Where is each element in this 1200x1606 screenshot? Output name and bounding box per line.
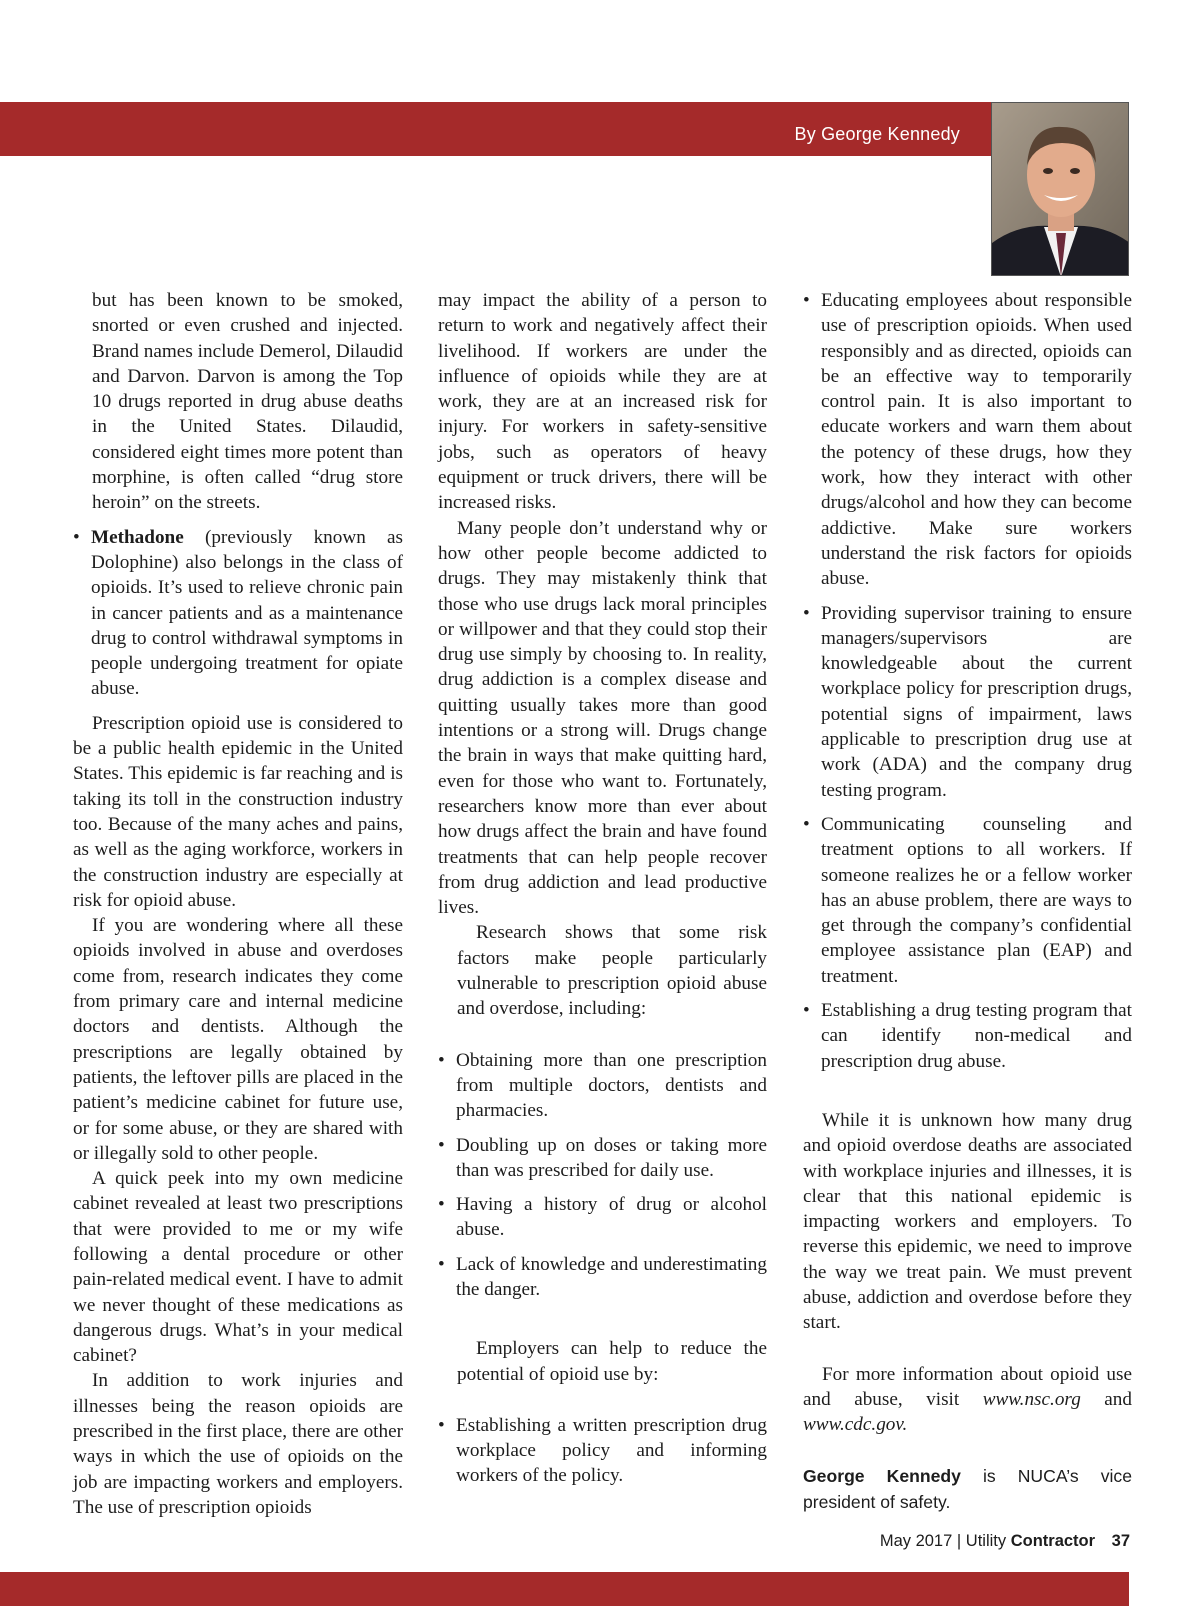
paragraph: Prescription opioid use is considered to be a public health epidemic in the United States. This epidemic is far reaching and is taking its toll in the construction industry too. Because of the many aches and pains, as well as the aging workforce, workers in the construction industry are especially at risk for opioid abuse.	[73, 712, 403, 911]
author-name: George Kennedy	[803, 1466, 961, 1487]
list-item: • Lack of knowledge and underestimating the danger.	[438, 1252, 767, 1303]
list-item: • Establishing a drug testing program that can identify non-medical and prescription drug abuse.	[803, 998, 1132, 1074]
bold-term: Methadone	[91, 526, 184, 548]
paragraph-text: and	[1080, 1388, 1132, 1410]
paragraph: In addition to work injuries and illnesses being the reason opioids are prescribed in the first place, there are other ways in which the use of opioids on the job are impacting workers and employers. The use of prescription opioids	[73, 1370, 403, 1518]
paragraph: While it is unknown how many drug and opioid overdose deaths are associated with workplace injuries and illnesses, it is clear that this national epidemic is impacting workers and employers. To reverse this epidemic, we need to improve the way we treat pain. We must prevent abuse, addiction and overdose before they start.	[803, 1109, 1132, 1334]
paragraph: Employers can help to reduce the potential of opioid use by:	[457, 1338, 767, 1385]
column-2	[438, 288, 767, 1489]
author-portrait-image	[992, 103, 1129, 276]
publication-name-part: Utility	[965, 1532, 1011, 1550]
paragraph: may impact the ability of a person to return to work and negatively affect their livelihood. If workers are under the influence of opioids while they are at work, they are at an increased risk for injury. For workers in safety-sensitive jobs, such as operators of heavy equipment or truck drivers, there will be increased risks.	[438, 290, 767, 514]
byline: By George Kennedy	[794, 124, 960, 144]
page-footer	[880, 1532, 1130, 1551]
issue-date: May 2017	[879, 1532, 953, 1550]
list-item-text: (previously known as Dolophine) also belongs in the class of opioids. It’s used to relieve chronic pain in cancer patients and as a maintenance drug to control withdrawal symptoms in people undergoing treatment for opiate abuse.	[91, 526, 403, 700]
link-nsc[interactable]: www.nsc.org	[982, 1388, 1081, 1410]
paragraph: If you are wondering where all these opioids involved in abuse and overdoses come from, research indicates they come from primary care and internal medicine doctors and dentists. Although the prescriptions are legally obtained by patients, the leftover pills are placed in the patient’s medicine cabinet for future use, or for some abuse, or they are shared with or illegally sold to other people.	[73, 915, 403, 1164]
paragraph-text: For more information about opioid use and abuse, visit	[803, 1363, 1132, 1410]
publication-name	[966, 1532, 1095, 1550]
link-cdc[interactable]: www.cdc.gov.	[803, 1414, 908, 1436]
list-item: • Establishing a written prescription drug workplace policy and informing workers of the policy.	[438, 1413, 767, 1489]
list-item: • Obtaining more than one prescription from multiple doctors, dentists and pharmacies.	[438, 1048, 767, 1124]
list-item: • Providing supervisor training to ensure managers/supervisors are knowledgeable about the current workplace policy for prescription drugs, potential signs of impairment, laws applicable to prescription drug use at work (ADA) and the company drug testing program.	[803, 601, 1132, 803]
list-item: • Communicating counseling and treatment options to all workers. If someone realizes he or a fellow worker has an abuse problem, there are ways to get through the company’s confidential employee assistance plan (EAP) and treatment.	[803, 812, 1132, 989]
list-item: • Educating employees about responsible use of prescription opioids. When used responsibly and as directed, opioids can be an effective way to temporarily control pain. It is also important to educate workers and warn them about the potency of these drugs, how they work, how they interact with other drugs/alcohol and how they can become addictive. Make sure workers understand the risk factors for opioids abuse.	[803, 288, 1132, 592]
paragraph	[803, 1362, 1132, 1438]
author-bio	[803, 1463, 1132, 1515]
paragraph: Many people don’t understand why or how other people become addicted to drugs. They may mistakenly think that those who use drugs lack moral principles or willpower and that they could stop their drug use simply by choosing to. In reality, drug addiction is a complex disease and quitting usually takes more than good intentions or a strong will. Drugs change the brain in ways that make quitting hard, even for those who want to. Fortunately, researchers know more than ever about how drugs affect the brain and have found treatments that can help people recover from drug addiction and lead productive lives.	[438, 517, 767, 919]
column-1	[73, 288, 403, 1520]
footer-band	[0, 1572, 1129, 1606]
page-number: 37	[1111, 1532, 1130, 1550]
footer-separator: |	[956, 1532, 962, 1550]
paragraph: A quick peek into my own medicine cabinet revealed at least two prescriptions that were provided to me or my wife following a dental procedure or other pain-related medical event. I have to admit we never thought of these medications as dangerous drugs. What’s in your medical cabinet?	[73, 1168, 403, 1367]
author-role: is NUCA’s vice president of safety.	[803, 1466, 1132, 1513]
paragraph: but has been known to be smoked, snorted or even crushed and injected. Brand names include Demerol, Dilaudid and Darvon. Darvon is among the Top 10 drugs reported in drug abuse deaths in the United States. Dilaudid, considered eight times more potent than morphine, is often called “drug store heroin” on the streets.	[92, 290, 403, 514]
paragraph: Research shows that some risk factors make people particularly vulnerable to prescription opioid abuse and overdose, including:	[457, 922, 767, 1020]
list-item: • Having a history of drug or alcohol abuse.	[438, 1192, 767, 1243]
author-photo	[991, 102, 1129, 276]
list-item: • Doubling up on doses or taking more than was prescribed for daily use.	[438, 1133, 767, 1184]
publication-name-bold: Contractor	[1010, 1532, 1096, 1550]
column-3	[803, 288, 1132, 1515]
list-item	[73, 525, 403, 702]
